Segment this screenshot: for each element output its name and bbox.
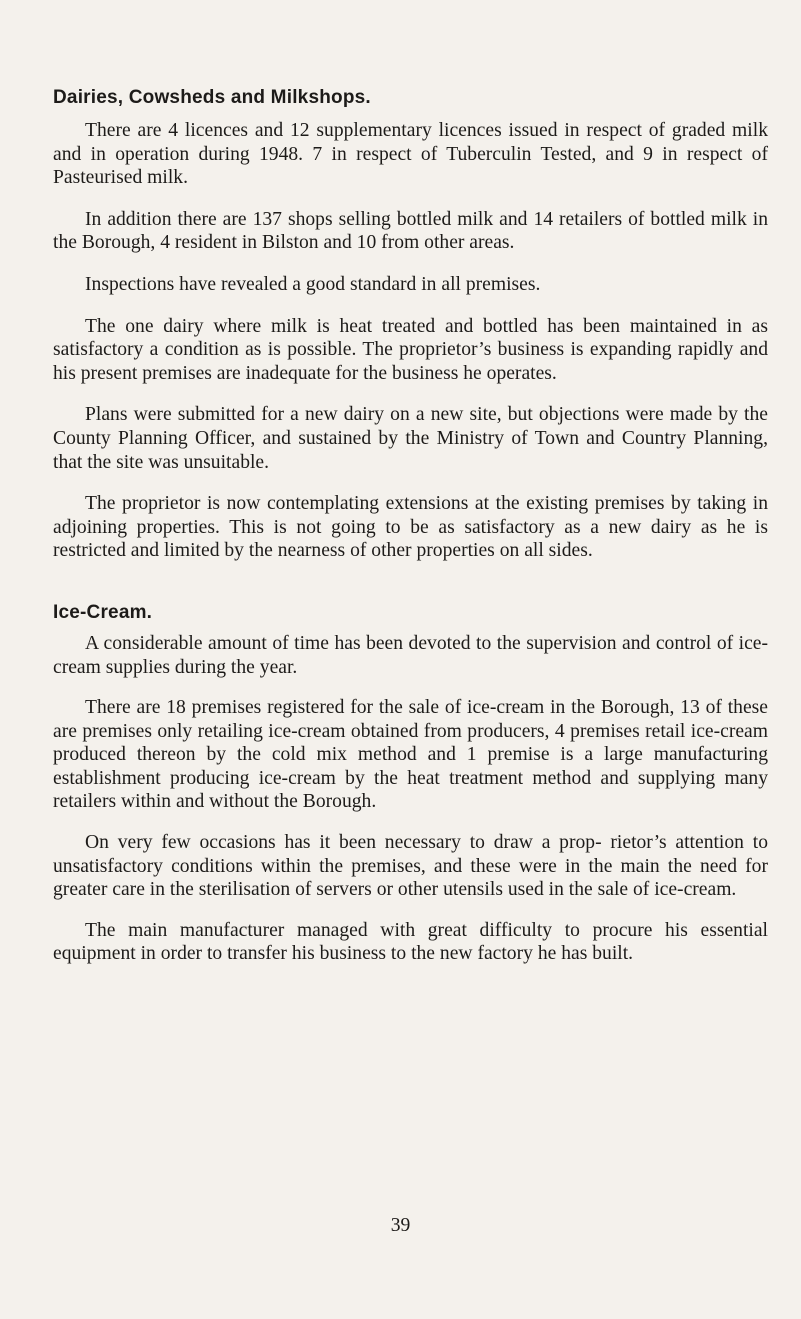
- section-ice-cream: [53, 599, 768, 966]
- section-heading: Dairies, Cowsheds and Milkshops.: [53, 87, 371, 108]
- paragraph: The main manufacturer managed with great difficulty to procure his essential equipment in order to transfer his business to the new factory he has built.: [53, 919, 768, 965]
- paragraph: The one dairy where milk is heat treated and bottled has been maintained in as satisfactory a condition as is possible. The proprietor’s business is expanding rapidly and his present premises are inadequate for the business he operates.: [53, 315, 768, 384]
- section-heading: Ice-Cream.: [53, 601, 153, 623]
- paragraph: In addition there are 137 shops selling bottled milk and 14 retailers of bottled milk in the Borough, 4 resident in Bilston and 10 from other areas.: [53, 208, 768, 254]
- paragraph: A considerable amount of time has been devoted to the supervision and control of ice-cream supplies during the year.: [53, 632, 768, 678]
- paragraph: The proprietor is now contemplating extensions at the existing premises by taking in adjoining properties. This is not going to be as satisfactory as a new dairy as he is restricted and limited by the nearness of other properties on all sides.: [53, 493, 768, 562]
- document-page: [53, 84, 768, 966]
- section-dairies: [53, 84, 768, 563]
- paragraph: Inspections have revealed a good standard in all premises.: [85, 273, 541, 295]
- page-number: 39: [390, 1215, 411, 1236]
- paragraph: There are 4 licences and 12 supplementary licences issued in respect of graded milk and in operation during 1948. 7 in respect of Tuberculin Tested, and 9 in respect of Pasteurised milk.: [53, 120, 768, 189]
- paragraph: There are 18 premises registered for the sale of ice-cream in the Borough, 13 of these are premises only retailing ice-cream obtained from producers, 4 premises retail ice-cream produced thereon by the cold mix method and 1 premise is a large manufacturing establishment producing ice-cream by the heat treatment method and supplying many retailers within and without the Borough.: [53, 697, 768, 813]
- paragraph: On very few occasions has it been necessary to draw a prop- rietor’s attention to unsatisfactory conditions within the premises, and these were in the main the need for greater care in the sterilisation of servers or other utensils used in the sale of ice-cream.: [53, 832, 768, 901]
- paragraph: Plans were submitted for a new dairy on a new site, but objections were made by the County Planning Officer, and sustained by the Ministry of Town and Country Planning, that the site was unsuitable.: [53, 404, 768, 473]
